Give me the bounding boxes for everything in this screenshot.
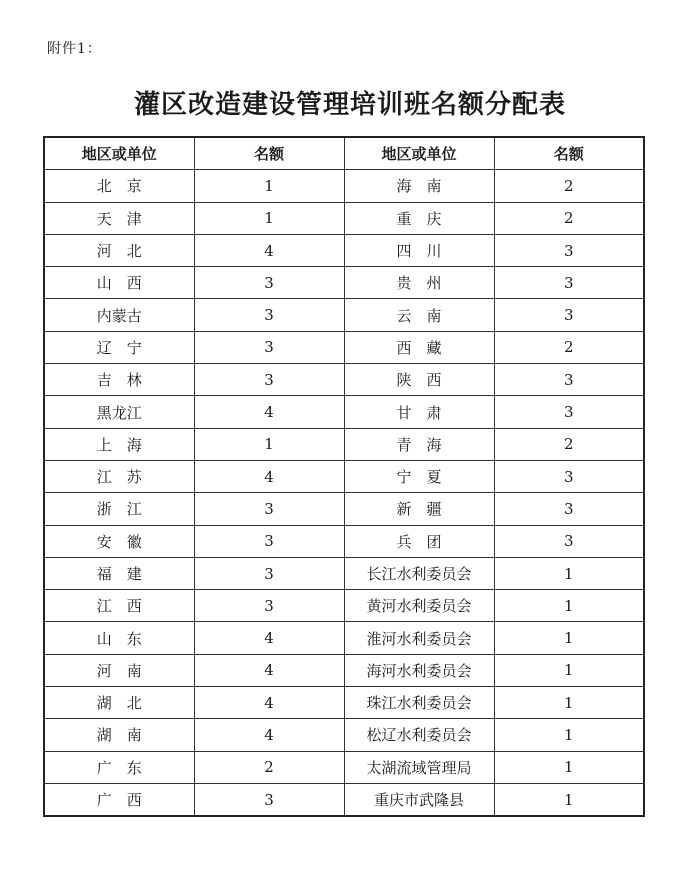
cell-region-left: 广 东	[44, 751, 194, 783]
cell-region-left: 湖 北	[44, 687, 194, 719]
table-row	[44, 654, 644, 686]
cell-quota-right: 3	[494, 234, 644, 266]
cell-quota-right: 2	[494, 170, 644, 202]
cell-quota-left: 3	[194, 493, 344, 525]
cell-region-right: 新 疆	[344, 493, 494, 525]
cell-region-left: 天 津	[44, 202, 194, 234]
cell-region-left: 广 西	[44, 783, 194, 816]
cell-region-left: 江 苏	[44, 460, 194, 492]
cell-region-left: 河 南	[44, 654, 194, 686]
header-region-left: 地区或单位	[44, 137, 194, 170]
cell-region-left: 福 建	[44, 557, 194, 589]
cell-quota-right: 1	[494, 557, 644, 589]
cell-region-left: 内蒙古	[44, 299, 194, 331]
cell-quota-right: 1	[494, 783, 644, 816]
cell-quota-left: 4	[194, 234, 344, 266]
table-row	[44, 331, 644, 363]
table-row	[44, 364, 644, 396]
cell-region-left: 安 徽	[44, 525, 194, 557]
header-region-right: 地区或单位	[344, 137, 494, 170]
cell-quota-left: 2	[194, 751, 344, 783]
cell-quota-left: 4	[194, 396, 344, 428]
cell-region-right: 四 川	[344, 234, 494, 266]
attachment-label: 附件1：	[47, 41, 102, 57]
cell-region-right: 青 海	[344, 428, 494, 460]
cell-quota-left: 3	[194, 590, 344, 622]
cell-quota-right: 2	[494, 331, 644, 363]
cell-region-right: 兵 团	[344, 525, 494, 557]
cell-region-left: 上 海	[44, 428, 194, 460]
table-row	[44, 170, 644, 202]
cell-region-right: 海 南	[344, 170, 494, 202]
header-quota-right: 名额	[494, 137, 644, 170]
cell-region-left: 山 西	[44, 267, 194, 299]
cell-quota-right: 3	[494, 267, 644, 299]
cell-quota-right: 3	[494, 299, 644, 331]
table-row	[44, 267, 644, 299]
table-row	[44, 622, 644, 654]
table-row	[44, 525, 644, 557]
cell-region-right: 长江水利委员会	[344, 557, 494, 589]
cell-quota-right: 3	[494, 460, 644, 492]
cell-region-right: 重 庆	[344, 202, 494, 234]
cell-quota-left: 4	[194, 622, 344, 654]
table-row	[44, 557, 644, 589]
table-row	[44, 590, 644, 622]
page-title: 灌区改造建设管理培训班名额分配表	[133, 90, 566, 120]
cell-quota-right: 1	[494, 654, 644, 686]
cell-quota-right: 1	[494, 751, 644, 783]
cell-quota-left: 4	[194, 460, 344, 492]
cell-quota-right: 1	[494, 719, 644, 751]
cell-region-right: 淮河水利委员会	[344, 622, 494, 654]
cell-quota-right: 3	[494, 525, 644, 557]
cell-region-right: 贵 州	[344, 267, 494, 299]
cell-region-left: 黑龙江	[44, 396, 194, 428]
cell-quota-left: 1	[194, 170, 344, 202]
table-row	[44, 719, 644, 751]
cell-quota-left: 4	[194, 687, 344, 719]
cell-quota-left: 3	[194, 267, 344, 299]
cell-quota-right: 3	[494, 493, 644, 525]
table-row	[44, 428, 644, 460]
cell-region-left: 河 北	[44, 234, 194, 266]
table-row	[44, 687, 644, 719]
cell-region-right: 宁 夏	[344, 460, 494, 492]
cell-quota-left: 4	[194, 719, 344, 751]
cell-region-right: 云 南	[344, 299, 494, 331]
cell-region-right: 甘 肃	[344, 396, 494, 428]
header-quota-left: 名额	[194, 137, 344, 170]
cell-quota-right: 1	[494, 622, 644, 654]
cell-region-right: 太湖流域管理局	[344, 751, 494, 783]
cell-region-left: 山 东	[44, 622, 194, 654]
cell-quota-left: 3	[194, 299, 344, 331]
cell-region-left: 江 西	[44, 590, 194, 622]
cell-quota-right: 1	[494, 590, 644, 622]
table-header-row	[44, 137, 644, 170]
cell-region-right: 陕 西	[344, 364, 494, 396]
quota-table	[43, 136, 645, 817]
cell-quota-left: 3	[194, 525, 344, 557]
cell-quota-left: 4	[194, 654, 344, 686]
cell-quota-right: 3	[494, 396, 644, 428]
cell-region-right: 松辽水利委员会	[344, 719, 494, 751]
cell-quota-left: 3	[194, 557, 344, 589]
table-row	[44, 493, 644, 525]
table-body	[44, 170, 644, 816]
cell-region-right: 黄河水利委员会	[344, 590, 494, 622]
cell-quota-left: 3	[194, 331, 344, 363]
table-row	[44, 396, 644, 428]
cell-region-right: 珠江水利委员会	[344, 687, 494, 719]
cell-region-right: 海河水利委员会	[344, 654, 494, 686]
cell-quota-left: 3	[194, 783, 344, 816]
cell-region-right: 重庆市武隆县	[344, 783, 494, 816]
cell-quota-right: 2	[494, 202, 644, 234]
cell-region-right: 西 藏	[344, 331, 494, 363]
cell-quota-right: 3	[494, 364, 644, 396]
table-row	[44, 751, 644, 783]
table-row	[44, 783, 644, 816]
cell-quota-left: 1	[194, 202, 344, 234]
cell-region-left: 浙 江	[44, 493, 194, 525]
cell-region-left: 北 京	[44, 170, 194, 202]
cell-quota-left: 3	[194, 364, 344, 396]
cell-quota-left: 1	[194, 428, 344, 460]
cell-quota-right: 2	[494, 428, 644, 460]
cell-region-left: 吉 林	[44, 364, 194, 396]
table-row	[44, 460, 644, 492]
table-row	[44, 202, 644, 234]
table-row	[44, 299, 644, 331]
cell-region-left: 辽 宁	[44, 331, 194, 363]
table-row	[44, 234, 644, 266]
cell-quota-right: 1	[494, 687, 644, 719]
cell-region-left: 湖 南	[44, 719, 194, 751]
